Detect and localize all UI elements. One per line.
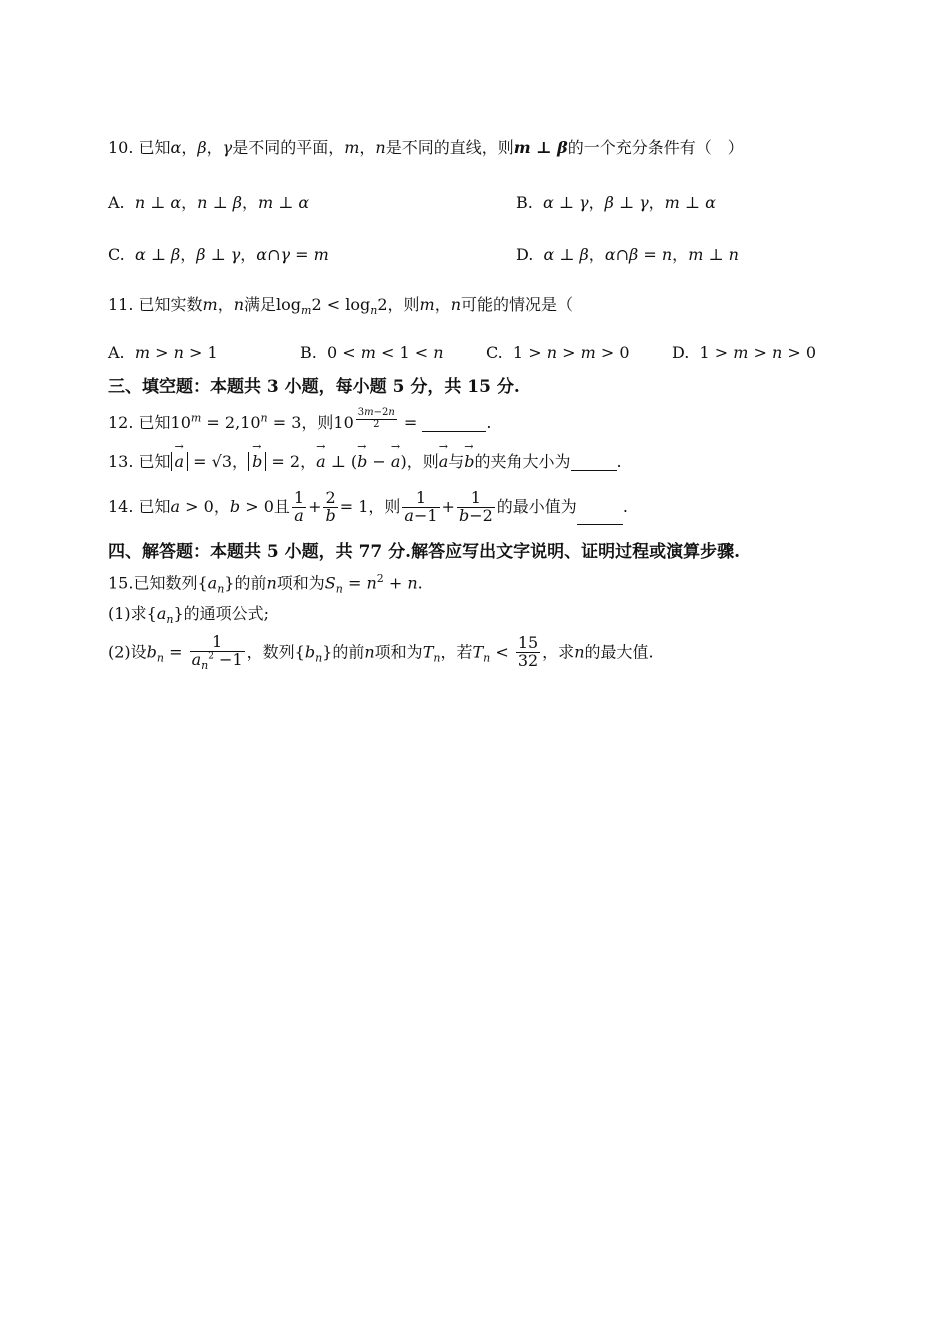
- section-3-heading: 三、填空题：本题共 3 小题，每小题 5 分，共 15 分.: [108, 377, 520, 397]
- question-11-option-a: A. m > n > 1: [108, 343, 218, 362]
- section-4-heading: 四、解答题：本题共 5 小题，共 77 分.解答应写出文字说明、证明过程或演算步骤.: [108, 542, 740, 562]
- question-13: 13. 已知→ a = √3，→ b = 2，→ a ⊥ (→ b − → a)，则→ a与→ b的夹角大小为 .: [108, 452, 622, 471]
- question-15-stem: 15.已知数列$\{a_n\}$的前n项和为$S_n = n^2 + n$.: [108, 572, 423, 596]
- question-number: 10.: [108, 138, 134, 157]
- question-10-option-c: C. α ⊥ β，β ⊥ γ，α∩γ = m: [108, 245, 329, 264]
- question-11-option-c: C. 1 > n > m > 0: [486, 343, 630, 362]
- question-15-part-2: (2)设$b_n$ = $\frac{1}{a_n^2 -1}$ ，数列$\{b_n\}$的前n项和为$T_n$，若$T_n$ < $\frac{15}{32}$ ，求n的最大值.: [108, 632, 654, 672]
- question-11-option-b: B. 0 < m < 1 < n: [300, 343, 444, 362]
- question-10-option-d: D. α ⊥ β，α∩β = n，m ⊥ n: [516, 245, 739, 264]
- question-11-stem: 11. 已知实数m，n满足$\log_m2 < \log_n2$，则m，n可能的情况是（: [108, 295, 574, 318]
- question-number: 11.: [108, 295, 134, 314]
- question-12: 12. 已知$10^m = 2,10^n = 3$，则10 $^{\frac{3m-2n}{2}}$ = .: [108, 407, 492, 432]
- question-15-part-1: (1)求$\{a_n\}$的通项公式;: [108, 604, 270, 627]
- question-10-stem: 10. 已知α，β，γ是不同的平面，m，n是不同的直线，则m ⊥ β的一个充分条件有（ ）: [108, 138, 744, 157]
- question-10-option-b: B. α ⊥ γ，β ⊥ γ，m ⊥ α: [516, 193, 716, 212]
- question-14: 14. 已知a > 0，b > 0且 $\frac{1}{a}$ + $\frac{2}{b}$ = 1，则 $\frac{1}{a-1}$ + $\frac{1}{b-2}$ 的最小值为 .: [108, 488, 628, 525]
- question-11-option-d: D. 1 > m > n > 0: [672, 343, 817, 362]
- question-10-option-a: A. n ⊥ α，n ⊥ β，m ⊥ α: [108, 193, 310, 212]
